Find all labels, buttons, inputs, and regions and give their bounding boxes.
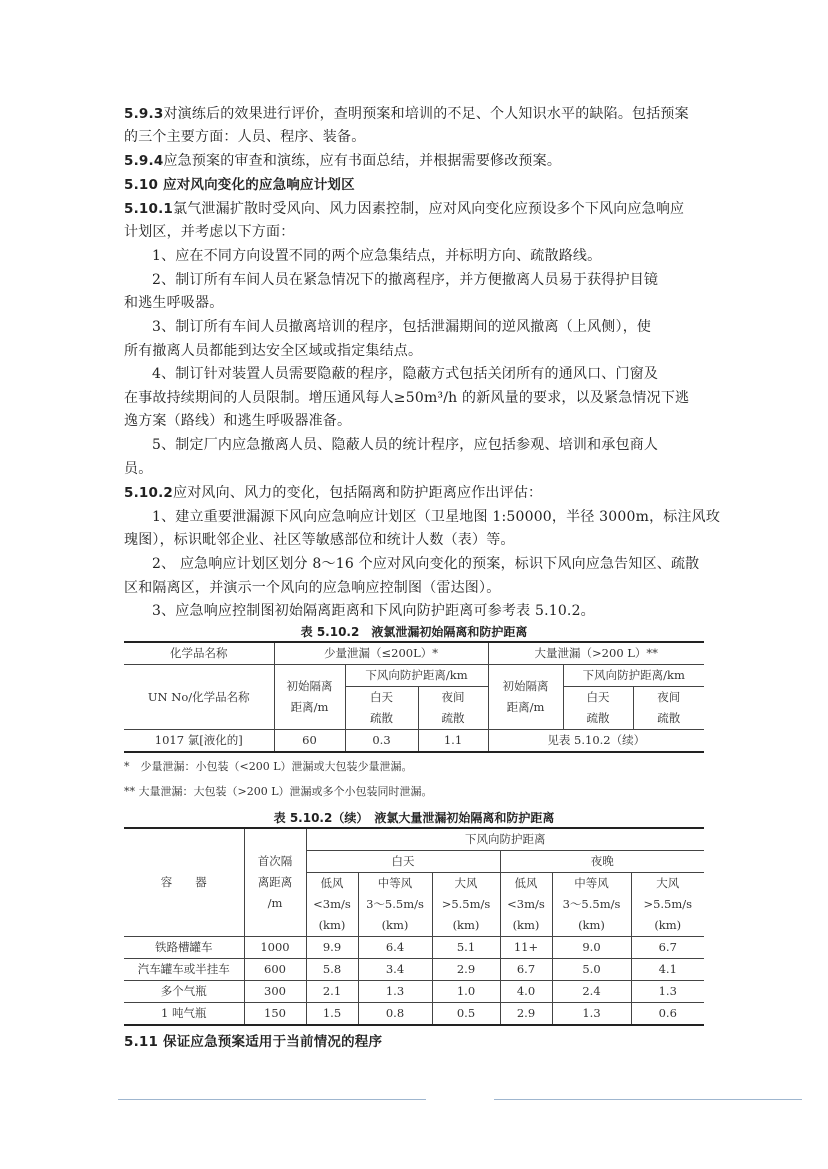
para-text: 氯气泄漏扩散时受风向、风力因素控制，应对风向变化应预设多个下风向应急响应 [173,201,685,217]
clause-number: 5.10.1 [124,201,174,217]
header-night-high: 大风 >5.5m/s (km) [631,873,704,937]
para-5-9-3-line2: 的三个主要方面：人员、程序、装备。 [124,129,366,145]
header-downwind: 下风向防护距离/km [345,665,488,687]
para-text: 对演练后的效果进行评价，查明预案和培训的不足、个人知识水平的缺陷。包括预案 [163,106,689,122]
item-4-line2: 在事故持续期间的人员限制。增压通风每人≥50m³/h 的新风量的要求，以及紧急情况下逃 [124,390,690,406]
header-day: 白天 疏散 [345,687,418,730]
para-5-10-2 [124,482,704,505]
table2-caption: 表 5.10.2（续） 液氯大量泄漏初始隔离和防护距离 [273,811,555,825]
header-downwind-large: 下风向防护距离/km [563,665,704,687]
header-day-high: 大风 >5.5m/s (km) [432,873,500,937]
item-2-line1: 2、制订所有车间人员在紧急情况下的撤离程序，并方便撤离人员易于获得护目镜 [152,272,659,288]
subitem-2-line2: 区和隔离区，并演示一个风向的应急响应控制图（雷达图）。 [124,580,501,596]
item-2-line2: 和逃生呼吸器。 [124,295,224,311]
table-row: 1 吨气瓶 150 1.5 0.8 0.5 2.9 1.3 0.6 [124,1003,704,1026]
subitem-1-line1: 1、建立重要泄漏源下风向应急响应计划区（卫星地图 1:50000，半径 3000m，标注风玫 [152,509,721,525]
header-small-spill: 少量泄漏（≤200L）* [274,642,488,665]
header-initial-isolation: 初始隔离 距离/m [274,665,345,730]
header-night: 夜间 疏散 [418,687,488,730]
para-5-9-3-line1 [124,103,704,126]
para-5-10-1-line1 [124,198,704,221]
item-4-line1: 4、制订针对装置人员需要隐蔽的程序，隐蔽方式包括关闭所有的通风口、门窗及 [152,366,659,382]
header-day: 白天 [306,851,500,873]
header-initial-isolation-large: 初始隔离 距离/m [488,665,563,730]
table-row: 多个气瓶 300 2.1 1.3 1.0 4.0 2.4 1.3 [124,981,704,1003]
item-3-line1: 3、制订所有车间人员撤离培训的程序，包括泄漏期间的逆风撤离（上风侧），使 [152,319,652,335]
item-3-line2: 所有撤离人员都能到达安全区域或指定集结点。 [124,343,423,359]
table-large-spill [124,827,704,1026]
header-un-no: UN No/化学品名称 [124,665,274,730]
header-day-low: 低风 <3m/s (km) [306,873,358,937]
clause-number: 5.10.2 [124,485,174,501]
header-night: 夜晚 [500,851,704,873]
subitem-3: 3、应急响应控制图初始隔离距离和下风向防护距离可参考表 5.10.2。 [152,603,595,619]
para-5-9-4 [124,150,704,173]
header-night-low: 低风 <3m/s (km) [500,873,552,937]
para-text: 应对风向、风力的变化，包括隔离和防护距离应作出评估： [173,485,543,501]
subitem-1-line2: 瑰图），标识毗邻企业、社区等敏感部位和统计人数（表）等。 [124,532,515,548]
footer-rule-left [118,1099,426,1100]
header-chemical-name: 化学品名称 [124,642,274,665]
table-initial-isolation [124,641,704,753]
header-container: 容 器 [124,828,244,937]
table-row: 汽车罐车或半挂车 600 5.8 3.4 2.9 6.7 5.0 4.1 [124,959,704,981]
footer-rule-right [494,1099,802,1100]
para-text: 应急预案的审查和演练，应有书面总结，并根据需要修改预案。 [163,153,562,169]
item-5-line2: 员。 [124,461,153,477]
table1-caption: 表 5.10.2 液氯泄漏初始隔离和防护距离 [300,625,528,639]
para-5-10-1-line2: 计划区，并考虑以下方面： [124,224,295,240]
subitem-2-line1: 2、 应急响应计划区划分 8～16 个应对风向变化的预案，标识下风向应急告知区、疏散 [152,556,700,572]
header-night-mid: 中等风 3～5.5m/s (km) [552,873,631,937]
header-large-spill: 大量泄漏（>200 L）** [488,642,704,665]
header-downwind: 下风向防护距离 [306,828,704,851]
header-night-large: 夜间 疏散 [633,687,704,730]
table1-note-large: ** 大量泄漏：大包装（>200 L）泄漏或多个小包装同时泄漏。 [124,785,433,798]
item-4-line3: 逸方案（路线）和逃生呼吸器准备。 [124,413,352,429]
header-first-isolation: 首次隔 离距离 /m [244,828,306,937]
header-day-large: 白天 疏散 [563,687,633,730]
clause-number: 5.9.4 [124,153,164,169]
header-day-mid: 中等风 3～5.5m/s (km) [358,873,432,937]
clause-number: 5.9.3 [124,106,164,122]
table1-note-small: * 少量泄漏：小包装（<200 L）泄漏或大包装少量泄漏。 [124,760,413,773]
table-row: 1017 氯[液化的] 60 0.3 1.1 见表 5.10.2（续） [124,730,704,753]
item-1: 1、应在不同方向设置不同的两个应急集结点，并标明方向、疏散路线。 [152,248,602,264]
item-5-line1: 5、制定厂内应急撤离人员、隐蔽人员的统计程序，应包括参观、培训和承包商人 [152,437,659,453]
table-row: 铁路槽罐车 1000 9.9 6.4 5.1 11+ 9.0 6.7 [124,937,704,959]
heading-5-11: 5.11 保证应急预案适用于当前情况的程序 [124,1034,383,1050]
heading-5-10: 5.10 应对风向变化的应急响应计划区 [124,177,355,193]
